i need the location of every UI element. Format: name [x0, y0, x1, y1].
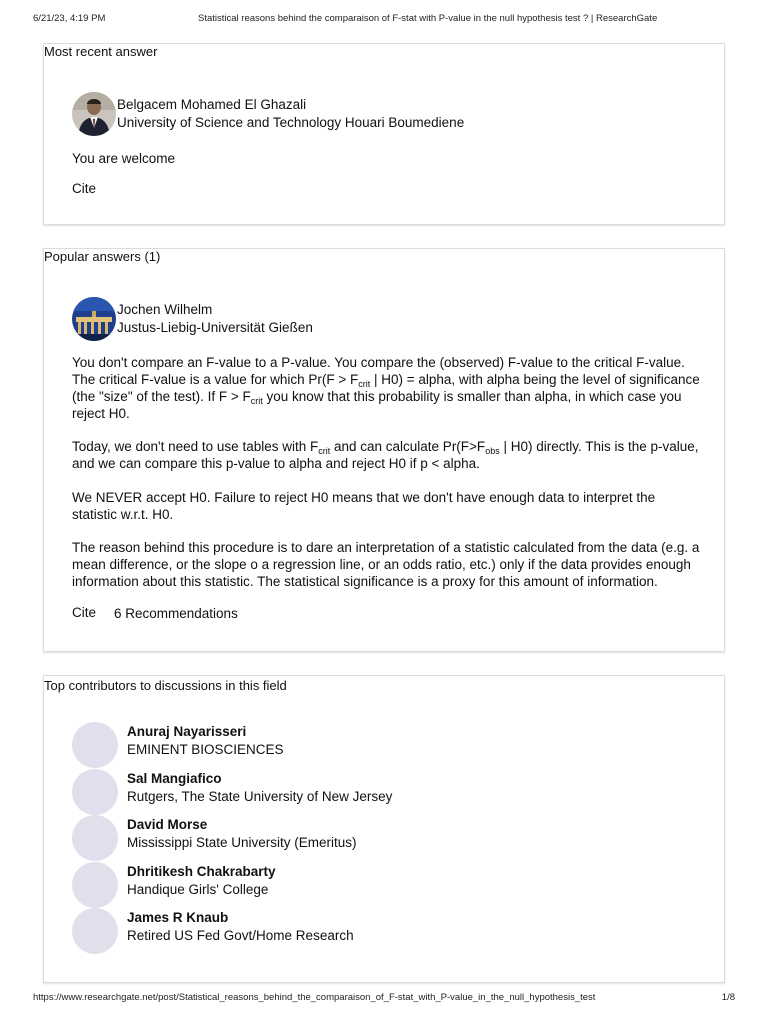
popular-answers-heading: Popular answers (1) — [44, 249, 161, 264]
contributor-institution: Retired US Fed Govt/Home Research — [127, 928, 354, 943]
contributor-name[interactable]: Dhritikesh Chakrabarty — [127, 864, 276, 879]
contributor-name[interactable]: Anuraj Nayarisseri — [127, 724, 247, 739]
most-recent-heading: Most recent answer — [44, 44, 158, 59]
popular-answers-card — [43, 248, 725, 652]
contributor-name[interactable]: Sal Mangiafico — [127, 771, 222, 786]
answer-author[interactable] — [72, 297, 672, 345]
recommendations-link[interactable]: 6 Recommendations — [114, 606, 238, 621]
contributor-item[interactable] — [72, 722, 672, 768]
contributor-name[interactable]: James R Knaub — [127, 910, 229, 925]
contributor-institution: Handique Girls' College — [127, 882, 269, 897]
contributor-institution: Mississippi State University (Emeritus) — [127, 835, 357, 850]
contributor-item[interactable] — [72, 862, 672, 908]
cite-button[interactable]: Cite — [72, 181, 97, 196]
contributor-institution: EMINENT BIOSCIENCES — [127, 742, 284, 757]
avatar-placeholder[interactable] — [72, 908, 118, 954]
contributor-institution: Rutgers, The State University of New Jersey — [127, 789, 393, 804]
avatar-placeholder[interactable] — [72, 722, 118, 768]
most-recent-answer-card — [43, 43, 725, 225]
contributor-name[interactable]: David Morse — [127, 817, 208, 832]
page-number: 1/8 — [721, 992, 735, 1003]
contributor-item[interactable] — [72, 908, 672, 954]
avatar[interactable] — [72, 297, 116, 341]
answer-paragraph-2: Today, we don't need to use tables with $F_{crit}$ and can calculate $Pr(F>F_{obs}$ | H0) directly. This is the p-value, and we can compare this p-value to alpha and reject H0 if p < alpha. — [72, 439, 699, 471]
answer-paragraph-1: You don't compare an F-value to a P-value. You compare the (observed) F-value to the critical F-value. The critical F-value is a value for which $Pr(F > F_{crit}$ | H0) = alpha, with alpha being the level of significance (the "size" of the test). If $F > F_{crit}$ you know that this probability is smaller than alpha, in which case you reject H0. — [72, 355, 700, 421]
contributor-item[interactable] — [72, 769, 672, 815]
author-name[interactable]: Belgacem Mohamed El Ghazali — [117, 97, 307, 112]
answer-text: You are welcome — [72, 151, 176, 166]
avatar-placeholder[interactable] — [72, 815, 118, 861]
avatar-placeholder[interactable] — [72, 769, 118, 815]
print-page-title: Statistical reasons behind the comparaison of F-stat with P-value in the null hypothesis test ? | ResearchGate — [198, 13, 658, 24]
author-institution[interactable]: University of Science and Technology Houari Boumediene — [117, 115, 465, 130]
avatar-placeholder[interactable] — [72, 862, 118, 908]
contributor-item[interactable] — [72, 815, 672, 861]
top-contributors-heading: Top contributors to discussions in this field — [44, 678, 287, 693]
top-contributors-card — [43, 675, 725, 983]
print-header — [0, 13, 768, 27]
author-institution[interactable]: Justus-Liebig-Universität Gießen — [117, 320, 313, 335]
cite-button[interactable]: Cite — [72, 605, 97, 620]
page-url: https://www.researchgate.net/post/Statistical_reasons_behind_the_comparaison_of_F-stat_with_P-value_in_the_null_hypothesis_test — [33, 992, 596, 1003]
print-date: 6/21/23, 4:19 PM — [33, 13, 106, 24]
answer-author[interactable] — [72, 92, 672, 140]
answer-paragraph-3: We NEVER accept H0. Failure to reject H0 means that we don't have enough data to interpret the statistic w.r.t. H0. — [72, 490, 656, 522]
author-name[interactable]: Jochen Wilhelm — [117, 302, 213, 317]
avatar[interactable] — [72, 92, 116, 136]
answer-paragraph-4: The reason behind this procedure is to dare an interpretation of a statistic calculated from the data (e.g. a mean difference, or the slope o a regression line, or an odds ratio, etc.) only if the data provides enough information about this statistic. The statistical significance is a proxy for this amount of information. — [72, 540, 700, 589]
